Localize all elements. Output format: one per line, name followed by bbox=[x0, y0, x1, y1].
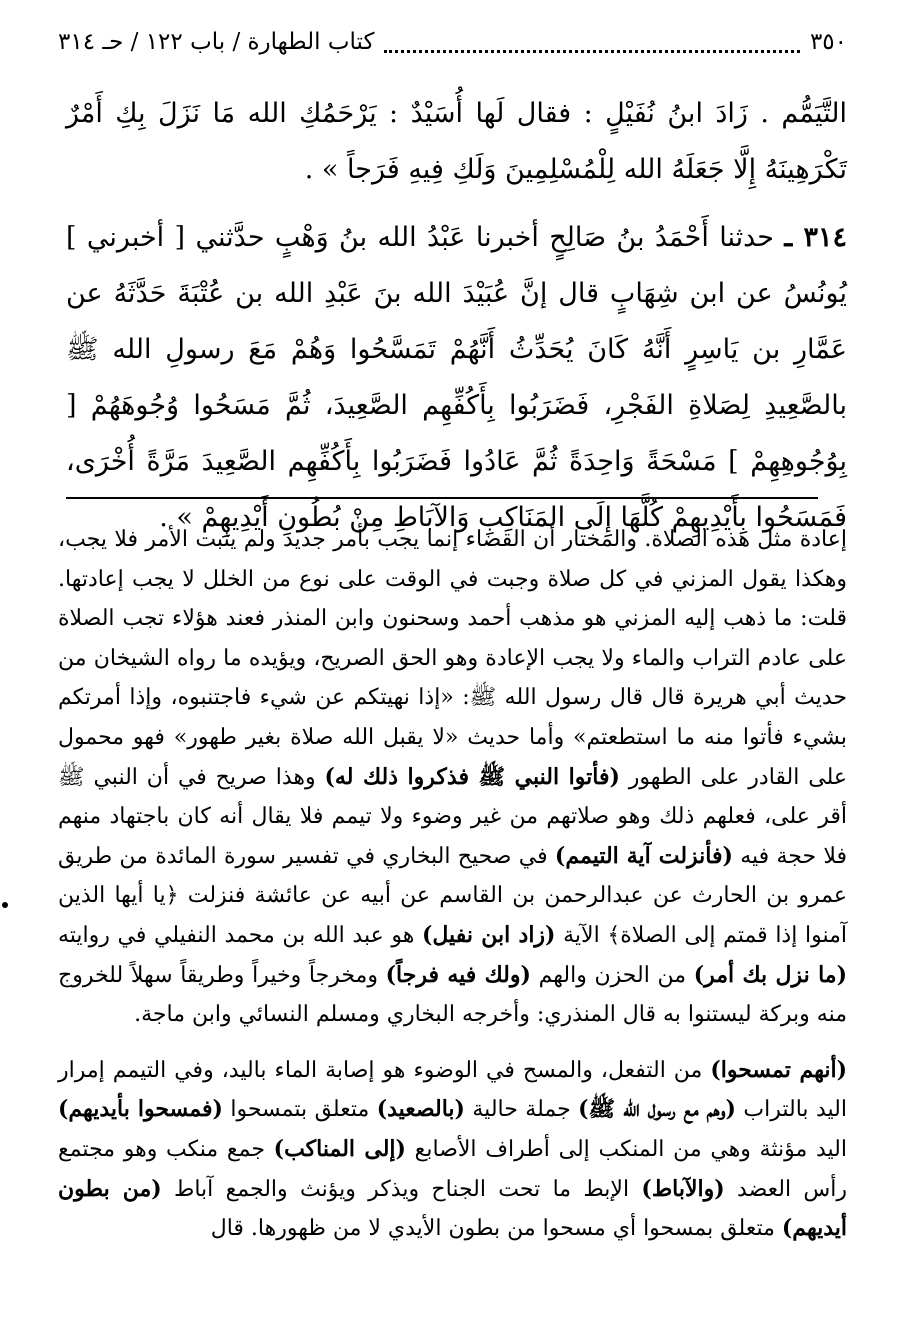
hadith-number: ٣١٤ ـ bbox=[784, 222, 847, 253]
commentary-text: الإبط ما تحت الجناح ويذكر ويؤنث والجمع آباط bbox=[173, 1176, 630, 1202]
page-number: ٣٥٠ bbox=[809, 29, 847, 55]
hadith-314 bbox=[66, 210, 847, 546]
chapter-title: كتاب الطهارة / باب ١٢٢ / حـ ٣١٤ bbox=[58, 29, 375, 55]
commentary-quote: (فأتوا النبي ﷺ فذكروا ذلك له) bbox=[324, 763, 620, 790]
commentary-text: متعلق بتمسحوا bbox=[230, 1097, 370, 1123]
commentary-quote: (وهم مع رسول الله ﷺ) bbox=[578, 1096, 736, 1123]
commentary-text: جملة حالية bbox=[472, 1097, 571, 1123]
commentary-text: إعادة مثل هذه الصلاة. والمختار أن القضاء إنما يجب بأمر جديد ولم يثبت الأمر فلا يجب، وهكذا يقول المزني في كل صلاة وجبت في الوقت على نوع من الخلل لا يجب إعادتها. قلت: ما ذهب إليه المزني هو مذهب أحمد وسحنون وابن المنذر فعند هؤلاء تجب الصلاة على عادم التراب والماء ولا يجب الإعادة وهو الحق الصريح، ويؤيده ما رواه الشيخان من حديث أبي هريرة قال قال رسول الله ﷺ: «إذا نهيتكم عن شيء فاجتنبوه، وإذا أمرتكم بشيء فأتوا منه ما استطعتم» وأما حديث «لا يقبل الله صلاة بغير طهور» فهو محمول على القادر على الطهور bbox=[58, 527, 847, 790]
commentary-quote: (ولك فيه فرجاً) bbox=[385, 961, 531, 988]
running-header bbox=[58, 22, 847, 62]
commentary-text: من الحزن والهم bbox=[538, 962, 687, 988]
commentary-quote: (إلى المناكب) bbox=[273, 1135, 406, 1162]
header-dot-leader bbox=[384, 44, 800, 53]
commentary-text: هو عبد الله بن محمد النفيلي في روايته bbox=[58, 922, 415, 948]
hadith-313-ending: التَّيَمُّم . زَادَ ابنُ نُفَيْلٍ : فقال لَها أُسَيْدٌ : يَرْحَمُكِ الله مَا نَزَلَ بِكِ أَمْرٌ تَكْرَهِينَهُ إِلَّا جَعَلَهُ الله لِلْمُسْلِمِينَ وَلَكِ فِيهِ فَرَجاً » . bbox=[66, 98, 847, 185]
hadith-314-text: حدثنا أَحْمَدُ بنُ صَالِحٍ أخبرنا عَبْدُ الله بنُ وَهْبٍ حدَّثني [ أخبرني ] يُونُسُ عن ابن شِهَابٍ قال إنَّ عُبَيْدَ الله بنَ عَبْدِ الله بن عُتْبَةَ حَدَّثَهُ عن عَمَّارِ بن يَاسِرٍ أَنَّهُ كَانَ يُحَدِّثُ أَنَّهُمْ تَمَسَّحُوا وَهُمْ مَعَ رسولِ الله ﷺ بالصَّعِيدِ لِصَلاةِ الفَجْرِ، فَضَرَبُوا بِأَكُفِّهِم الصَّعِيدَ، ثُمَّ مَسَحُوا وُجُوهَهُمْ [ بِوُجُوهِهِمْ ] مَسْحَةً وَاحِدَةً ثُمَّ عَادُوا فَضَرَبُوا بِأَكُفِّهِم الصَّعِيدَ مَرَّةً أُخْرَى، فَمَسَحُوا بِأَيْدِيهِمْ كُلَّهَا إِلَى المَنَاكِبِ وَالآبَاطِ مِنْ بُطُونِ أَيْدِيهِمْ » . bbox=[66, 222, 847, 533]
commentary-paragraph bbox=[58, 1051, 847, 1249]
commentary bbox=[58, 520, 847, 1249]
commentary-paragraph bbox=[58, 520, 847, 1035]
commentary-text: متعلق بمسحوا أي مسحوا من بطون الأيدي لا من ظهورها. قال bbox=[210, 1216, 775, 1242]
commentary-quote: (زاد ابن نفيل) bbox=[421, 921, 556, 948]
commentary-quote: (من بطون أيديهم) bbox=[58, 1175, 847, 1242]
commentary-quote: (أنهم تمسحوا) bbox=[710, 1056, 847, 1083]
commentary-quote: (ما نزل بك أمر) bbox=[693, 961, 847, 988]
commentary-text: في صحيح البخاري في تفسير سورة المائدة من طريق عمرو بن الحارث عن عبدالرحمن بن القاسم عن أبيه عن عائشة فنزلت ﴿يا أيها الذين آمنوا إذا قمتم إلى الصلاة﴾ الآية bbox=[58, 843, 847, 948]
commentary-quote: (بالصعيد) bbox=[376, 1096, 465, 1123]
commentary-quote: (والآباط) bbox=[641, 1175, 725, 1202]
margin-dot bbox=[2, 902, 8, 908]
hadith-text bbox=[66, 86, 847, 546]
commentary-text: من التفعل، والمسح في الوضوء هو إصابة الماء باليد، وفي التيمم إمرار اليد بالتراب bbox=[58, 1057, 847, 1123]
commentary-text: وهذا صريح في أن النبي ﷺ أقر على، فعلهم ذلك وهو صلاتهم من غير وضوء ولا تيمم فلا يقال أنه كان باجتهاد منهم فلا حجة فيه bbox=[58, 764, 847, 869]
footnote-separator bbox=[66, 497, 818, 499]
commentary-text: جمع منكب وهو مجتمع رأس العضد bbox=[58, 1136, 848, 1202]
commentary-text: ومخرجاً وخيراً وطريقاً سهلاً للخروج منه وبركة ليستنوا به قال المنذري: وأخرجه البخاري ومسلم النسائي وابن ماجة. bbox=[58, 962, 847, 1028]
commentary-quote: (فأنزلت آية التيمم) bbox=[554, 842, 733, 869]
commentary-quote: (فمسحوا بأيديهم) bbox=[58, 1096, 223, 1123]
commentary-text: اليد مؤنثة وهي من المنكب إلى أطراف الأصابع bbox=[414, 1136, 847, 1162]
